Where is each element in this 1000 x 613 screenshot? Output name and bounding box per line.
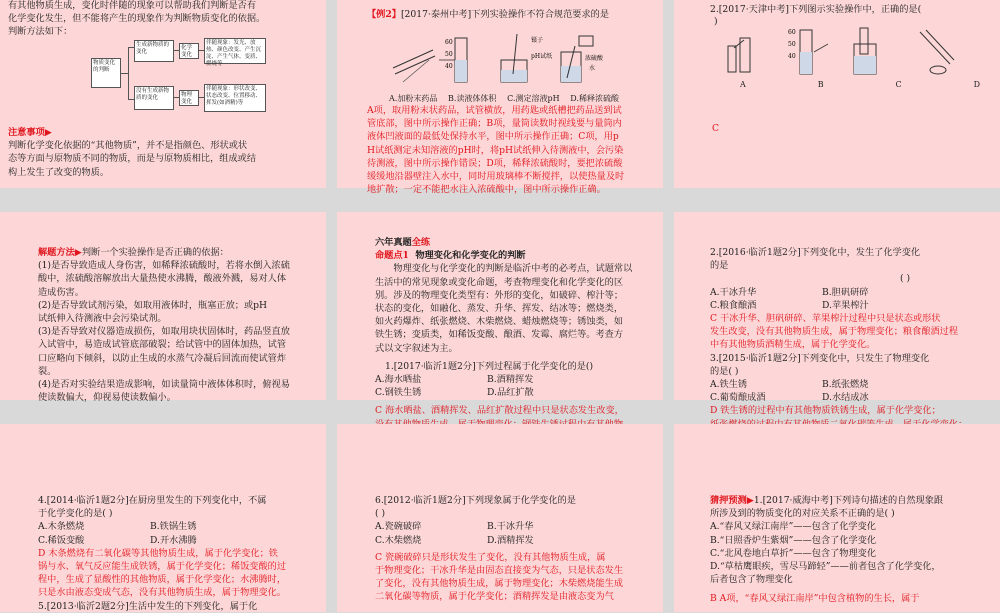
option: A.“春风又绿江南岸”——包含了化学变化 (710, 521, 876, 533)
diagram-chem-phenomena: 伴随现象：发光、放热、颜色改变、产生沉淀、产生气体、变质、燃烧等 (204, 38, 266, 64)
text-line: (1)是否导致造成人身伤害，如稀释浓硫酸时，若将水倒入浓硫 (38, 260, 290, 272)
answer-line: D 铁生锈的过程中有其他物质铁锈生成，属于化学变化； (710, 405, 941, 417)
tweezers-icon (513, 34, 517, 74)
answer-line: 了变化，没有其他物质生成，属于物理变化；木柴燃烧能生成 (375, 578, 624, 590)
question-line: 的是( ) (710, 365, 739, 377)
test-tube-icon (728, 46, 736, 72)
answer-line: H试纸测定未知溶液的pH时，将pH试纸伸入待测液中，会污染 (367, 144, 624, 156)
answer-line: 二氧化碳等物质，属于化学变化；酒精挥发是由液态变为气 (375, 591, 614, 603)
fig-label: D (973, 80, 980, 89)
text-line: 铁生锈；变质类，如稀饭变酸、酿酒、发霉、腐烂等。考查方 (375, 329, 624, 341)
question-line: 3.[2015·临沂1题2分]下列变化中，只发生了物理变化 (710, 352, 930, 364)
figure-labels (740, 78, 980, 91)
text-line: 生活中的常见现象或变化命题，考查物理变化和化学变化的区 (375, 276, 624, 288)
fig-label: A.加粉末药品 (389, 94, 438, 103)
svg-text:40: 40 (788, 53, 796, 60)
fig-label: B.读液体体积 (448, 94, 497, 103)
fig-label: C.测定溶液pH (507, 94, 560, 103)
answer-line: 发生改变，没有其他物质生成，属于物理变化；粮食酿酒过程 (710, 326, 959, 338)
text-line: (4)是否对实验结果造成影响，如读量筒中液体体积时，俯视易 (38, 379, 290, 391)
answer-line: A项，取用粉末状药品，试管横放，用药匙或纸槽把药品送到试 (367, 105, 622, 116)
svg-text:50: 50 (445, 51, 453, 58)
option: C.“北风卷地白草折”——包含了物理变化 (710, 547, 877, 559)
text-line: 构上发生了改变的物质。 (8, 166, 110, 178)
method-heading: 解题方法▶判断一个实验操作是否正确的依据： (38, 247, 229, 258)
intro-text (8, 0, 265, 39)
svg-text:浓硫酸: 浓硫酸 (585, 55, 604, 62)
answer-line: 锅与水、氧气反应能生成铁锈，属于化学变化；稀饭变酸的过 (38, 561, 287, 573)
method-block (38, 246, 290, 404)
text-line: 造成伤害。 (38, 286, 84, 298)
text-line: 酸中，浓硫酸溶解放出大量热使水沸腾，酸液外溅，易对人体 (38, 273, 287, 285)
text-line: 入试管中，易造成试管底部破裂；给试管中的固体加热，试管 (38, 339, 287, 351)
svg-text:水: 水 (589, 65, 596, 72)
fig-label: A (740, 80, 746, 89)
option: D.“草枯鹰眼疾，雪尽马蹄轻”——前者包含了化学变化， (710, 561, 941, 573)
text-line: 判断化学变化依据的“其他物质”，并不是指颜色、形状或状 (8, 140, 248, 152)
answer-line: 管底部，图中所示操作正确；B项，量筒读数时视线要与量筒内 (367, 118, 622, 130)
svg-text:50: 50 (788, 41, 796, 48)
slide-9 (674, 424, 1000, 612)
slide-8 (337, 424, 663, 612)
bottle-icon (579, 36, 593, 46)
diagram-root: 物质变化的判断 (91, 58, 121, 88)
text-line: 式以文字叙述为主。 (375, 342, 458, 354)
answer-block (367, 104, 624, 196)
text-line: 状态的变化，如融化、蒸发、升华、挥发、结冰等；燃烧类， (375, 303, 624, 315)
text-line: 化学变化发生，但不能将产生的现象作为判断物质变化的依据。 (8, 13, 266, 25)
answer-line: 程中，生成了显酸性的其他物质，属于化学变化；水沸腾时， (38, 574, 287, 586)
diagram-phys-phenomena: 伴随现象：形状改变、状态改变、位置移动、挥发(如酒精)等 (204, 84, 266, 112)
option: B.“日照香炉生紫烟”——包含了化学变化 (710, 534, 877, 546)
options-row: C.粮食酿酒 D.苹果榨汁 (710, 299, 869, 311)
slide-5 (337, 212, 663, 417)
question-line: 4.[2014·临沂1题2分]在厨房里发生的下列变化中，不属 (38, 495, 267, 506)
answer-line: 缓缓地沿器壁注入水中，同时用玻璃棒不断搅拌，以使热量及时 (367, 171, 625, 183)
answer-line: C 海水晒盐、酒精挥发、品红扩散过程中只是状态发生改变， (375, 405, 624, 417)
question-line: ( ) (375, 508, 386, 520)
options-row: A.干冰升华 B.胆矾研碎 (710, 286, 869, 298)
answer-line: 液体凹液面的最低处保持水平，图中所示操作正确；C项，用p (367, 131, 619, 143)
answer-block (375, 551, 623, 604)
answer-paren: ( ) (900, 273, 911, 285)
text-line: 使读数偏大，仰视易使读数偏小。 (38, 392, 176, 404)
answer: C (712, 123, 720, 134)
question: 2.[2017·天津中考]下列图示实验操作中，正确的是( (710, 4, 922, 15)
text-line: (2)是否导致试剂污染，如取用液体时，瓶塞正放；或pH (38, 299, 268, 311)
answer-line: 待测液，图中所示操作错误；D项，稀释浓硫酸时，要把浓硫酸 (367, 157, 623, 169)
text-line: 口应略向下倾斜，以防止生成的水蒸气冷凝后回流而使试管炸 (38, 352, 287, 364)
slide-4 (0, 212, 326, 404)
question: 1.[2017·临沂1题2分]下列过程属于化学变化的是() (385, 360, 594, 372)
text-line: 态等方面与原物质不同的物质，而是与原物质相比，组成或结 (8, 153, 257, 165)
answer-line: C 干冰升华、胆矾研碎、苹果榨汁过程中只是状态或形状 (710, 313, 941, 325)
options-row: C.葡萄酿成酒 D.水结成冰 (710, 392, 869, 404)
option: 后者包含了物理变化 (710, 574, 793, 586)
question-line: 于化学变化的是( ) (38, 508, 113, 520)
question-line: 的是 (710, 260, 729, 272)
prediction-block (710, 494, 943, 606)
diagram-phys-cond: 没有生成新物质的变化 (134, 86, 174, 110)
options-row: C.钢铁生锈 D.品红扩散 (375, 387, 534, 399)
note-title: 注意事项▶ (8, 127, 52, 138)
text-line: (3)是否导致对仪器造成损伤，如取用块状固体时，药品竖直放 (38, 326, 290, 338)
test-tube-icon (920, 32, 950, 64)
answer-line: 于物理变化；干冰升华是由固态直接变为气态，只是状态发生 (375, 565, 624, 577)
options-row: C.稀饭变酸 D.开水沸腾 (38, 534, 197, 546)
fig-label: B (817, 80, 824, 89)
answer-block (710, 312, 967, 352)
fig-label: C (895, 80, 902, 89)
example-title: 【例2】[2017·泰州中考]下列实验操作不符合规范要求的是 (367, 9, 610, 20)
slide-2 (337, 0, 663, 196)
slide-3 (674, 0, 1000, 188)
section-heading: 六年真题全练 (375, 237, 431, 248)
question-block (375, 494, 623, 604)
text-line: 如火药爆炸、纸张燃烧、木柴燃烧、蜡烛燃烧等；锈蚀类，如 (375, 316, 624, 328)
svg-text:40: 40 (445, 63, 453, 70)
test-tube-icon (393, 50, 433, 68)
slide-6 (674, 212, 1000, 417)
answer-line: 中有其他物质酒精生成，属于化学变化。 (710, 339, 876, 351)
question-line: 6.[2012·临沂1题2分]下列现象属于化学变化的是 (375, 495, 576, 506)
answer-line: D 木条燃烧有二氧化碳等其他物质生成，属于化学变化；铁 (38, 547, 278, 559)
slide-1 (0, 0, 326, 188)
svg-text:60: 60 (445, 39, 453, 46)
svg-text:60: 60 (788, 29, 796, 36)
answer-line: B A项，“春风又绿江南岸”中包含植物的生长，属于 (710, 593, 920, 605)
note-block (8, 126, 256, 179)
text-line: 别。涉及的物理变化类型有：外形的变化，如破碎、榨汁等； (375, 289, 624, 301)
question-block (38, 494, 286, 613)
answer-block (38, 547, 286, 600)
options-row: A.瓷碗破碎 B.干冰升华 (375, 521, 534, 533)
question-line: 2.[2016·临沂1题2分]下列变化中，发生了化学变化 (710, 247, 921, 258)
svg-text:pH试纸: pH试纸 (531, 53, 553, 60)
question-line: 猜押预测▶1.[2017·威海中考]下列诗句描述的自然现象跟 (710, 495, 944, 506)
fig-label: D.稀释浓硫酸 (570, 94, 619, 103)
practice-block (375, 236, 632, 444)
question-line: 所涉及到的物质变化的对应关系不正确的是( ) (710, 508, 895, 520)
text-line: 裂。 (38, 365, 57, 377)
diagram-chem-cond: 生成新物质的变化 (134, 40, 174, 62)
diagram-phys-change: 物理变化 (179, 90, 199, 106)
svg-text:镊子: 镊子 (531, 37, 544, 44)
options-row: A.铁生锈 B.纸张燃烧 (710, 379, 869, 391)
diagram-chem-change: 化学变化 (179, 43, 199, 59)
text-line: 物理变化与化学变化的判断是临沂中考的必考点，试题常以 (393, 263, 633, 275)
question-line: 5.[2013·临沂2题2分]生活中发生的下列变化，属于化 (38, 600, 258, 612)
options-row: A.木条燃烧 B.铁锅生锈 (38, 521, 197, 533)
text-line: 有其他物质生成，变化时伴随的现象可以帮助我们判断是否有 (8, 0, 257, 11)
text-line: 试纸伸入待测液中会污染试剂。 (38, 313, 167, 325)
options-row: A.海水晒盐 B.酒精挥发 (375, 374, 534, 386)
lab-figure (724, 24, 964, 80)
lab-figure (389, 30, 611, 92)
options-row: C.木柴燃烧 D.酒精挥发 (375, 534, 534, 546)
answer-line: C 瓷碗破碎只是形状发生了变化，没有其他物质生成，属 (375, 551, 606, 563)
answer-line: 只是水由液态变成气态，没有其他物质生成，属于物理变化。 (38, 587, 287, 599)
slide-7 (0, 424, 326, 612)
text-line: 判断方法如下： (8, 26, 73, 38)
topic-heading: 命题点1 物理变化和化学变化的判断 (375, 250, 526, 262)
answer-line: 地扩散；一定不能把水注入浓硫酸中，图中所示操作正确。 (367, 184, 606, 196)
question-end: ) (714, 16, 718, 27)
